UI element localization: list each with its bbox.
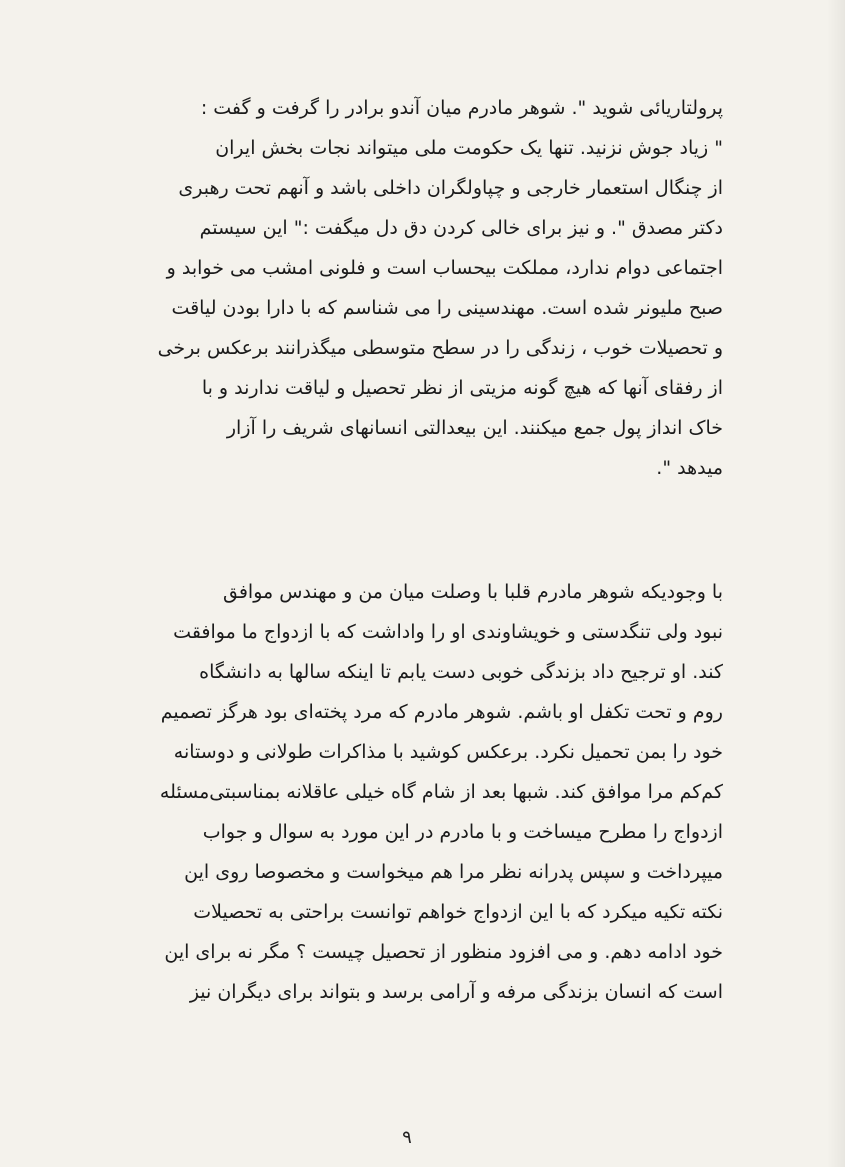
text-line: صبح ملیونر شده است. مهندسینی را می شناسم که با دارا بودن لیاقت — [171, 297, 723, 319]
text-line: و تحصیلات خوب ، زندگی را در سطح متوسطی میگذرانند برعکس برخی — [157, 337, 723, 359]
text-line: اجتماعی دوام ندارد، مملکت بیحساب است و فلونی امشب می خوابد و — [166, 257, 723, 279]
page-number: ۹ — [402, 1127, 412, 1148]
text-line: خاک انداز پول جمع میکنند. این بیعدالتی انسانهای شریف را آزار — [226, 417, 723, 439]
text-line: است که انسان بزندگی مرفه و آرامی برسد و بتواند برای دیگران نیز — [189, 981, 723, 1003]
text-line: خود را بمن تحمیل نکرد. برعکس کوشید با مذاکرات طولانی و دوستانه — [173, 741, 723, 763]
text-line: دکتر مصدق ". و نیز برای خالی کردن دق دل میگفت :" این سیستم — [199, 217, 723, 239]
paragraph-2 — [103, 572, 723, 1012]
text-line: از رفقای آنها که هیچ گونه مزیتی از نظر تحصیل و لیاقت ندارند و با — [201, 377, 723, 399]
text-line: خود ادامه دهم. و می افزود منظور از تحصیل چیست ؟ مگر نه برای این — [164, 941, 723, 963]
text-line: کم‌کم مرا موافق کند. شبها بعد از شام گاه خیلی عاقلانه بمناسبتی‌مسئله — [159, 781, 723, 803]
page-edge-shadow — [827, 0, 845, 1167]
text-line: از چنگال استعمار خارجی و چپاولگران داخلی باشد و آنهم تحت رهبری — [178, 177, 723, 199]
text-line: روم و تحت تکفل او باشم. شوهر مادرم که مرد پخته‌ای بود هرگز تصمیم — [160, 701, 723, 723]
text-line: میدهد ". — [656, 457, 723, 479]
text-line: " زیاد جوش نزنید. تنها یک حکومت ملی میتواند نجات بخش ایران — [215, 137, 723, 159]
text-line: میپرداخت و سپس پدرانه نظر مرا هم میخواست و مخصوصا روی این — [184, 861, 723, 883]
text-line: کند. او ترجیح داد بزندگی خوبی دست یابم تا اینکه سالها به دانشگاه — [199, 661, 723, 683]
text-line: پرولتاریائی شوید ". شوهر مادرم میان آندو برادر را گرفت و گفت : — [200, 97, 723, 119]
text-line: با وجودیکه شوهر مادرم قلبا با وصلت میان من و مهندس موافق — [222, 581, 723, 603]
text-line: نکته تکیه میکرد که با این ازدواج خواهم توانست براحتی به تحصیلات — [193, 901, 723, 923]
paragraph-1 — [103, 88, 723, 488]
text-line: ازدواج را مطرح میساخت و با مادرم در این مورد به سوال و جواب — [202, 821, 723, 843]
text-line: نبود ولی تنگدستی و خویشاوندی او را واداشت که با ازدواج ما موافقت — [173, 621, 723, 643]
